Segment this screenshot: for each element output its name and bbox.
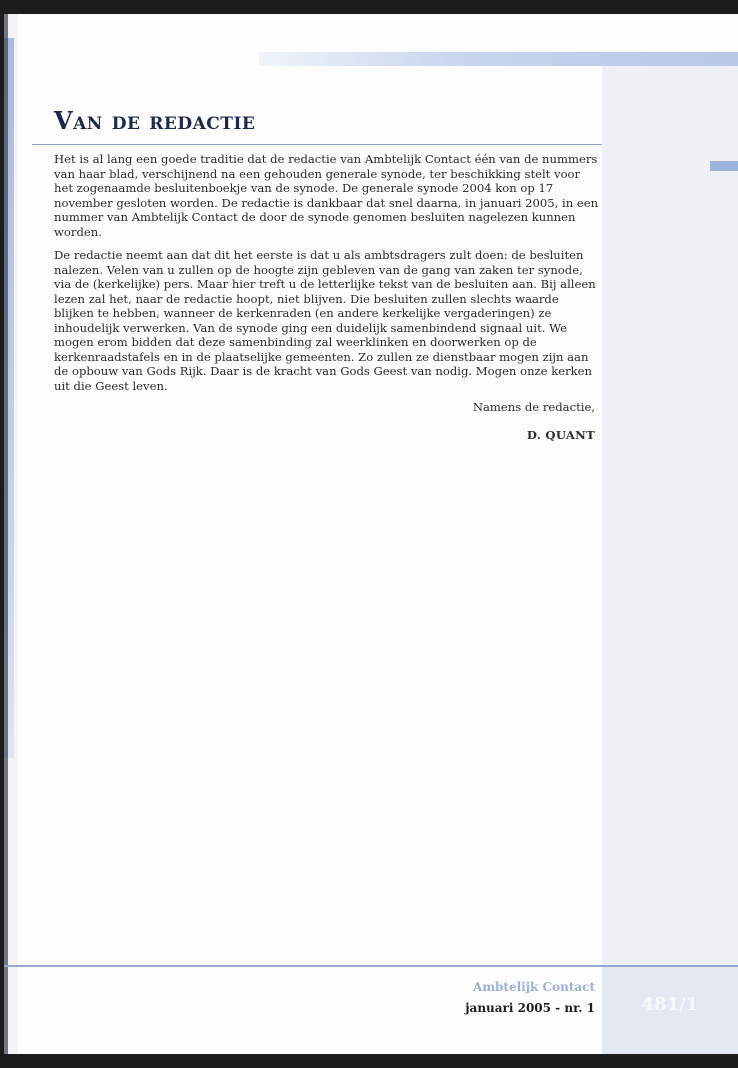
page-title: Van de redactie (54, 106, 256, 135)
paragraph: Het is al lang een goede traditie dat de redactie van Ambtelijk Contact één van de nummers van haar blad, verschijnend na een gehouden generale synode, ter beschikking stelt voor het zogenaamde besluitenboekje van de synode. De generale synode 2004 kon op 17 november gesloten worden. De redactie is dankbaar dat snel daarna, in januari 2005, in een nummer van Ambtelijk Contact de door de synode genomen besluiten nagelezen kunnen worden. (54, 152, 599, 239)
top-color-band (259, 52, 738, 66)
signature-greeting: Namens de redactie, (472, 400, 595, 414)
document-page (4, 14, 738, 1054)
section-tab-marker (710, 161, 738, 171)
signature-name: D. QUANT (526, 428, 595, 442)
right-margin-column (602, 52, 738, 1054)
article-body (54, 152, 602, 402)
title-underline (32, 144, 602, 145)
binding-shadow (4, 14, 8, 1054)
page-number: 481/1 (641, 994, 699, 1015)
paragraph: De redactie neemt aan dat dit het eerste is dat u als ambtsdragers zult doen: de besluiten nalezen. Velen van u zullen op de hoogte zijn gebleven van de gang van zaken ter synode, via de (kerkelijke) pers. Maar hier treft u de letterlijke tekst van de besluiten aan. Bij alleen lezen zal het, naar de redactie hoopt, niet blijven. Die besluiten zullen slechts waarde blijken te hebben, wanneer de kerkenraden (en andere kerkelijke vergaderingen) ze inhoudelijk verwerken. Van de synode ging een duidelijk samenbindend signaal uit. We mogen erom bidden dat deze samenbinding zal weerklinken en doorwerken op de kerkenraadstafels en in de plaatselijke gemeenten. Zo zullen ze dienstbaar mogen zijn aan de opbouw van Gods Rijk. Daar is de kracht van Gods Geest van nodig. Mogen onze kerken uit die Geest leven. (54, 248, 596, 393)
issue-label: januari 2005 - nr. 1 (465, 1001, 595, 1015)
publication-name: Ambtelijk Contact (473, 980, 595, 994)
